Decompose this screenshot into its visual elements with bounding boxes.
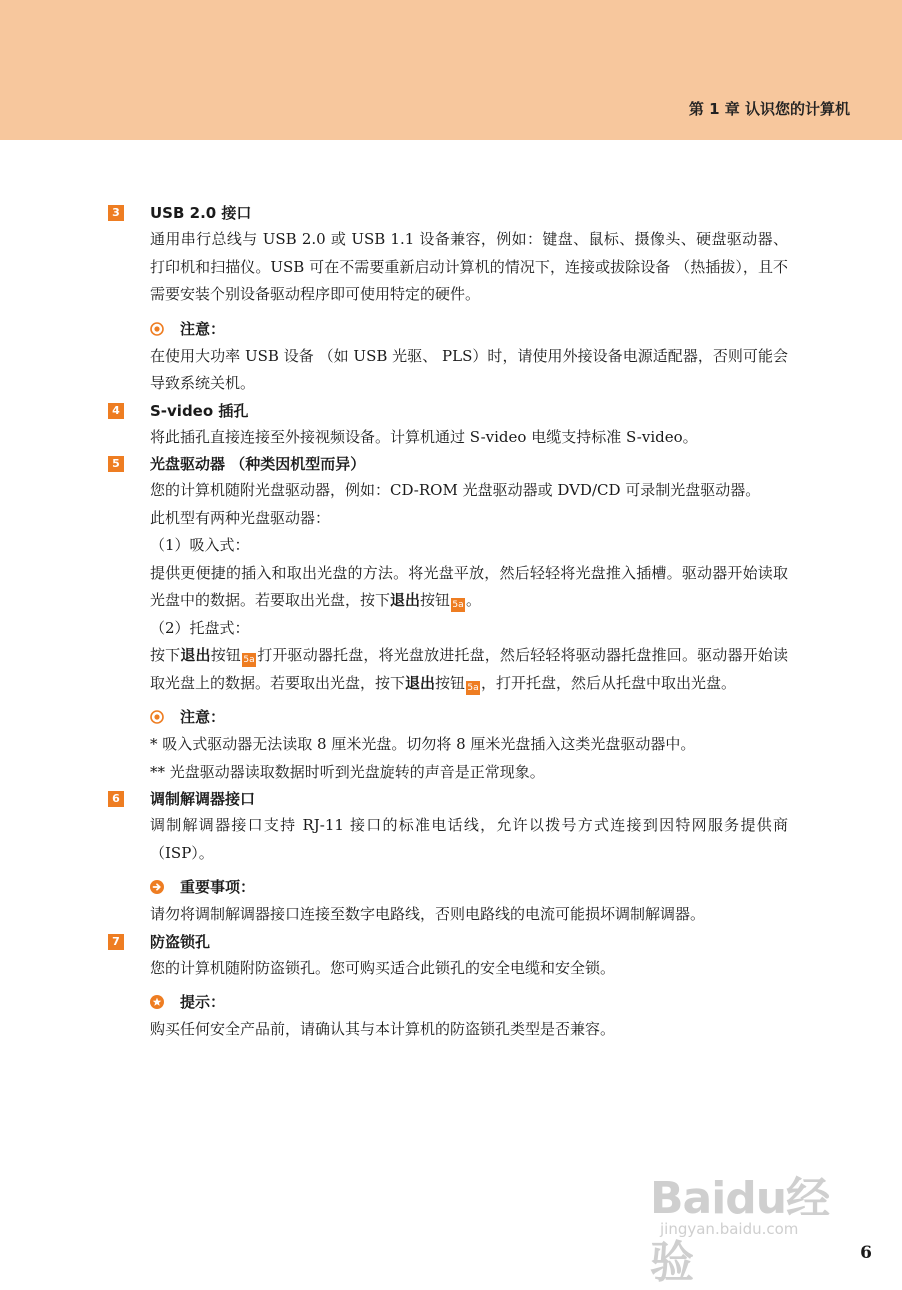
text-run: 。: [466, 591, 482, 609]
tip-body: 购买任何安全产品前，请确认其与本计算机的防盗锁孔类型是否兼容。: [150, 1020, 616, 1038]
note-heading: [108, 315, 788, 343]
section-title: 光盘驱动器 （种类因机型而异）: [150, 455, 366, 473]
note-title: 注意：: [180, 319, 226, 338]
section-body: （2）托盘式：: [150, 618, 250, 637]
text-run: 按钮: [210, 646, 242, 664]
note-heading: [108, 703, 788, 731]
eject-keyword: 退出: [180, 646, 211, 664]
page-number: 6: [860, 1243, 872, 1263]
note-bullet: ** 光盘驱动器读取数据时听到光盘旋转的声音是正常现象。: [150, 762, 545, 781]
section-number-badge: 3: [108, 205, 124, 221]
section-body: 您的计算机随附光盘驱动器，例如：CD-ROM 光盘驱动器或 DVD/CD 可录制光盘驱动器。: [150, 481, 761, 499]
section-svideo-heading: [108, 398, 788, 424]
section-body: 您的计算机随附防盗锁孔。您可购买适合此锁孔的安全电缆和安全锁。: [150, 958, 616, 977]
chapter-title: 第 1 章 认识您的计算机: [688, 100, 850, 118]
eject-button-badge: 5a: [452, 600, 464, 610]
section-title: S-video 插孔: [150, 401, 249, 420]
page-content: [108, 200, 788, 1044]
note-bullet: * 吸入式驱动器无法读取 8 厘米光盘。切勿将 8 厘米光盘插入这类光盘驱动器中。: [150, 735, 696, 753]
section-body: 调制解调器接口支持 RJ-11 接口的标准电话线，允许以拨号方式连接到因特网服务提供商 （ISP）。: [150, 816, 788, 862]
section-title: 防盗锁孔: [150, 932, 211, 951]
note-icon: [150, 710, 164, 724]
section-title: 调制解调器接口: [150, 790, 256, 808]
text-run: 按钮: [420, 591, 451, 609]
text-run: 按钮: [435, 673, 466, 692]
eject-button-badge: 5a: [243, 655, 255, 665]
note-icon: [150, 322, 164, 336]
tip-title: 提示：: [180, 993, 226, 1011]
header-band: [0, 0, 902, 140]
eject-button-badge: 5a: [467, 682, 479, 693]
section-number-badge: 7: [108, 934, 124, 950]
note-body: 在使用大功率 USB 设备 （如 USB 光驱、 PLS）时，请使用外接设备电源适配器，否则可能会导致系统关机。: [150, 346, 788, 392]
important-title: 重要事项：: [180, 878, 256, 896]
text-run: ，打开托盘，然后从托盘中取出光盘。: [481, 673, 737, 692]
section-body: 此机型有两种光盘驱动器：: [150, 508, 331, 527]
section-body: 通用串行总线与 USB 2.0 或 USB 1.1 设备兼容，例如：键盘、鼠标、摄像头、硬盘驱动器、打印机和扫描仪。USB 可在不需要重新启动计算机的情况下，连接或拔除设备 （热插拔），且不需要安装个别设备驱动程序即可使用特定的硬件。: [150, 230, 788, 303]
eject-keyword: 退出: [405, 673, 436, 692]
star-icon: [150, 995, 164, 1009]
watermark-logo: Baidu经验: [650, 1173, 830, 1288]
baidu-watermark: [640, 1140, 850, 1288]
section-body: [108, 642, 788, 697]
section-optical-heading: [108, 451, 788, 477]
section-title: USB 2.0 接口: [150, 204, 252, 222]
important-body: 请勿将调制解调器接口连接至数字电路线，否则电路线的电流可能损坏调制解调器。: [150, 905, 706, 923]
section-body: [108, 560, 788, 615]
note-title: 注意：: [180, 708, 226, 726]
tip-heading: [108, 988, 788, 1016]
watermark-url: jingyan.baidu.com: [660, 1220, 799, 1238]
section-usb-heading: [108, 200, 788, 226]
eject-keyword: 退出: [390, 591, 421, 609]
text-run: 按下: [150, 646, 181, 664]
text-run: 打开驱动器托盘，将光盘放进托盘，然后轻轻将驱动器托盘推回。驱动器开始读取光盘上的数据。若要取出光盘，按下: [150, 646, 788, 692]
section-lock-heading: [108, 929, 788, 955]
section-body: （1）吸入式：: [150, 536, 250, 554]
text-run: 提供更便捷的插入和取出光盘的方法。将光盘平放，然后轻轻将光盘推入插槽。驱动器开始读取光盘中的数据。若要取出光盘，按下: [150, 563, 788, 609]
section-body: 将此插孔直接连接至外接视频设备。计算机通过 S-video 电缆支持标准 S-video。: [150, 427, 698, 446]
arrow-right-icon: [150, 880, 164, 894]
important-heading: [108, 873, 788, 901]
section-number-badge: 4: [108, 403, 124, 419]
section-modem-heading: [108, 786, 788, 812]
section-number-badge: 5: [108, 456, 124, 472]
section-number-badge: 6: [108, 791, 124, 807]
